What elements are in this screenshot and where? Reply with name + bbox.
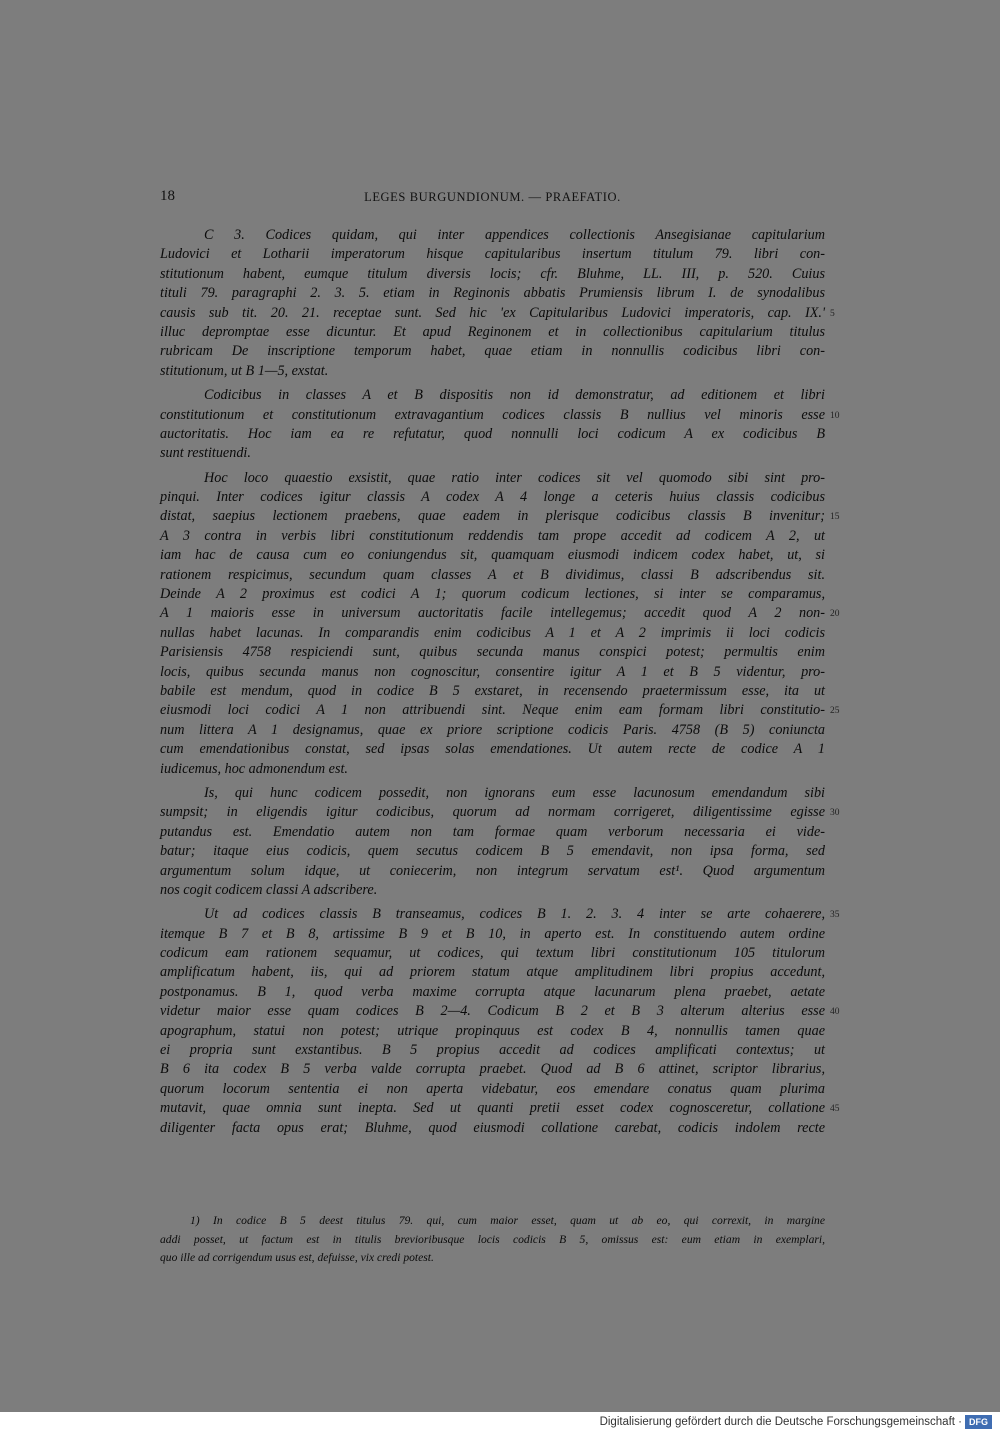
text-line: Parisiensis 4758 respiciendi sunt, quibus secunda manus conspici potest; permultis enim [160, 644, 825, 661]
footnote-line: quo ille ad corrigendum usus est, defuisse, vix credi potest. [160, 1251, 434, 1264]
text-line: nullas habet lacunas. In comparandis enim codicibus A 1 et A 2 imprimis ii loci codicis [160, 624, 825, 641]
text-line: locis, quibus secunda manus non cognoscitur, consentire igitur A 1 et B 5 videntur, pro- [160, 663, 825, 680]
text-line: amplificatum habent, iis, qui ad priorem statum atque amplitudinem libri propius accedunt, [160, 964, 825, 981]
text-line: pinqui. Inter codices igitur classis A codex A 4 longe a ceteris huius classis codicibus [160, 489, 825, 506]
text-line-wrap [160, 803, 840, 822]
text-line: Ut ad codices classis B transeamus, codices B 1. 2. 3. 4 inter se arte cohaerere, [204, 906, 825, 923]
text-line: auctoritatis. Hoc iam ea re refutatur, quod nonnulli loci codicum A ex codicibus B [160, 425, 825, 442]
text-line-wrap [160, 905, 840, 924]
line-number: 15 [830, 512, 840, 523]
running-head: LEGES BURGUNDIONUM. — PRAEFATIO. [364, 190, 621, 204]
text-line: putandus est. Emendatio autem non tam formae quam verborum necessaria ei vide- [160, 823, 825, 840]
text-line: A 3 contra in verbis libri constitutionum reddendis tam prope accedit ad codicem A 2, ut [160, 527, 825, 544]
text-line-wrap [160, 304, 835, 323]
page-number: 18 [160, 188, 175, 204]
line-number: 40 [830, 1007, 840, 1018]
text-line: Deinde A 2 proximus est codici A 1; quorum codicum lectiones, si inter se comparamus, [160, 586, 825, 603]
line-number: 20 [830, 609, 840, 620]
body-text [160, 226, 840, 1138]
footnotes [160, 1212, 825, 1268]
footnote-line: addi posset, ut factum est in titulis brevioribusque locis codicis B 5, omissus est: eum etiam in exemplari, [160, 1232, 825, 1246]
text-line: nos cogit codicem classi A adscribere. [160, 881, 378, 898]
text-line: babile est mendum, quod in codice B 5 exstaret, in recensendo praetermissum esse, ita ut [160, 682, 825, 699]
text-line: itemque B 7 et B 8, artissime B 9 et B 10, in aperto est. In constituendo autem ordine [160, 925, 825, 942]
text-line-wrap [160, 701, 840, 720]
text-line: causis sub tit. 20. 21. receptae sunt. Sed hic 'ex Capitularibus Ludovici imperatoris, cap. IX.' [160, 304, 825, 321]
line-number: 5 [830, 308, 835, 319]
text-line: rubricam De inscriptione temporum habet, quae etiam in nonnullis codicibus libri con- [160, 343, 825, 360]
text-line: stitutionum, ut B 1—5, exstat. [160, 362, 329, 379]
funding-note: Digitalisierung gefördert durch die Deutsche Forschungsgemeinschaft · [599, 1416, 962, 1428]
text-line: constitutionum et constitutionum extravagantium codices classis B nullius vel minoris esse [160, 406, 825, 423]
line-number: 25 [830, 706, 840, 717]
text-line: num littera A 1 designamus, quae ex priore scriptione codicis Paris. 4758 (B 5) coniuncta [160, 721, 825, 738]
text-line: Hoc loco quaestio exsistit, quae ratio inter codices sit vel quomodo sibi sint pro- [204, 469, 825, 486]
text-line: sumpsit; in eligendis igitur codicibus, quorum ad normam corrigeret, diligentissime egisse [160, 804, 825, 821]
text-line-wrap [160, 1099, 840, 1118]
text-line: sunt restituendi. [160, 445, 251, 462]
text-line: postponamus. B 1, quod verba maxime corrupta atque lacunarum plena praebet, aetate [160, 983, 825, 1000]
line-number: 10 [830, 410, 840, 421]
text-line: iam hac de causa cum eo coniungendus sit, quamquam eiusmodi indicem codex habet, ut, si [160, 547, 825, 564]
text-line: Is, qui hunc codicem possedit, non ignorans eum esse lacunosum emendandum sibi [204, 784, 825, 801]
digitization-footer [0, 1412, 1000, 1434]
text-line: cum emendationibus constat, sed ipsas solas emendationes. Ut autem recte de codice A 1 [160, 741, 825, 758]
text-line: Codicibus in classes A et B dispositis non id demonstratur, ad editionem et libri [204, 387, 825, 404]
text-line: ei propria sunt exstantibus. B 5 propius accedit ad codices amplificati contextus; ut [160, 1042, 825, 1059]
text-line: rationem respicimus, secundum quam classes A et B dividimus, classi B adscribendus sit. [160, 566, 825, 583]
text-line-wrap [160, 406, 840, 425]
text-line: distat, saepius lectionem praebens, quae eadem in plerisque codicibus classis B invenitur; [160, 508, 825, 525]
text-line: mutavit, quae omnia sunt inepta. Sed ut quanti pretii esset codex cognosceretur, collatione [160, 1100, 825, 1117]
text-line: argumentum solum idque, ut coniecerim, non integrum servatum est¹. Quod argumentum [160, 862, 825, 879]
line-number: 45 [830, 1104, 840, 1115]
text-line: eiusmodi loci codici A 1 non attribuendi sint. Neque enim eam formam libri constitutio- [160, 702, 825, 719]
text-line: batur; itaque eius codicis, quem secutus codicem B 5 emendavit, non ipsa forma, sed [160, 843, 825, 860]
text-line: Ludovici et Lotharii imperatorum hisque capitularibus insertum titulum 79. libri con- [160, 246, 825, 263]
text-line-wrap [160, 507, 840, 526]
text-line: illuc depromptae esse dicuntur. Et apud Reginonem et in collectionibus capitularium titulus [160, 323, 825, 340]
text-line-wrap [160, 604, 840, 623]
text-line-wrap [160, 1002, 840, 1021]
text-line: apographum, statui non potest; utrique propinquus est codex B 4, nonnullis tamen quae [160, 1022, 825, 1039]
page-header [160, 188, 825, 210]
text-line: quorum locorum sententia ei non aperta videbatur, eos emendare conatus quam plurima [160, 1080, 825, 1097]
text-line: codicum eam rationem sequamur, ut codices, qui textum libri constitutionum 105 titulorum [160, 945, 825, 962]
dfg-logo: DFG [965, 1415, 992, 1429]
footnote-line: 1) In codice B 5 deest titulus 79. qui, cum maior esset, quam ut ab eo, qui correxit, in margine [190, 1214, 825, 1227]
text-line: B 6 ita codex B 5 verba valde corrupta praebet. Quod ad B 6 attinet, scriptor librarius, [160, 1061, 825, 1078]
text-line: C 3. Codices quidam, qui inter appendices collectionis Ansegisianae capitularium [204, 227, 825, 243]
line-number: 35 [830, 910, 840, 921]
text-line: A 1 maioris esse in universum auctoritatis facile intellegemus; accedit quod A 2 non- [160, 605, 825, 622]
text-line: videtur maior esse quam codices B 2—4. Codicum B 2 et B 3 alterum alterius esse [160, 1003, 825, 1020]
text-line: stitutionum habent, eumque titulum diversis locis; cfr. Bluhme, LL. III, p. 520. Cuius [160, 265, 825, 282]
text-line: tituli 79. paragraphi 2. 3. 5. etiam in Reginonis abbatis Prumiensis librum I. de synodalibus [160, 285, 825, 302]
line-number: 30 [830, 808, 840, 819]
text-line: iudicemus, hoc admonendum est. [160, 760, 348, 777]
text-line: diligenter facta opus erat; Bluhme, quod eiusmodi collatione carebat, codicis indolem recte [160, 1119, 825, 1136]
